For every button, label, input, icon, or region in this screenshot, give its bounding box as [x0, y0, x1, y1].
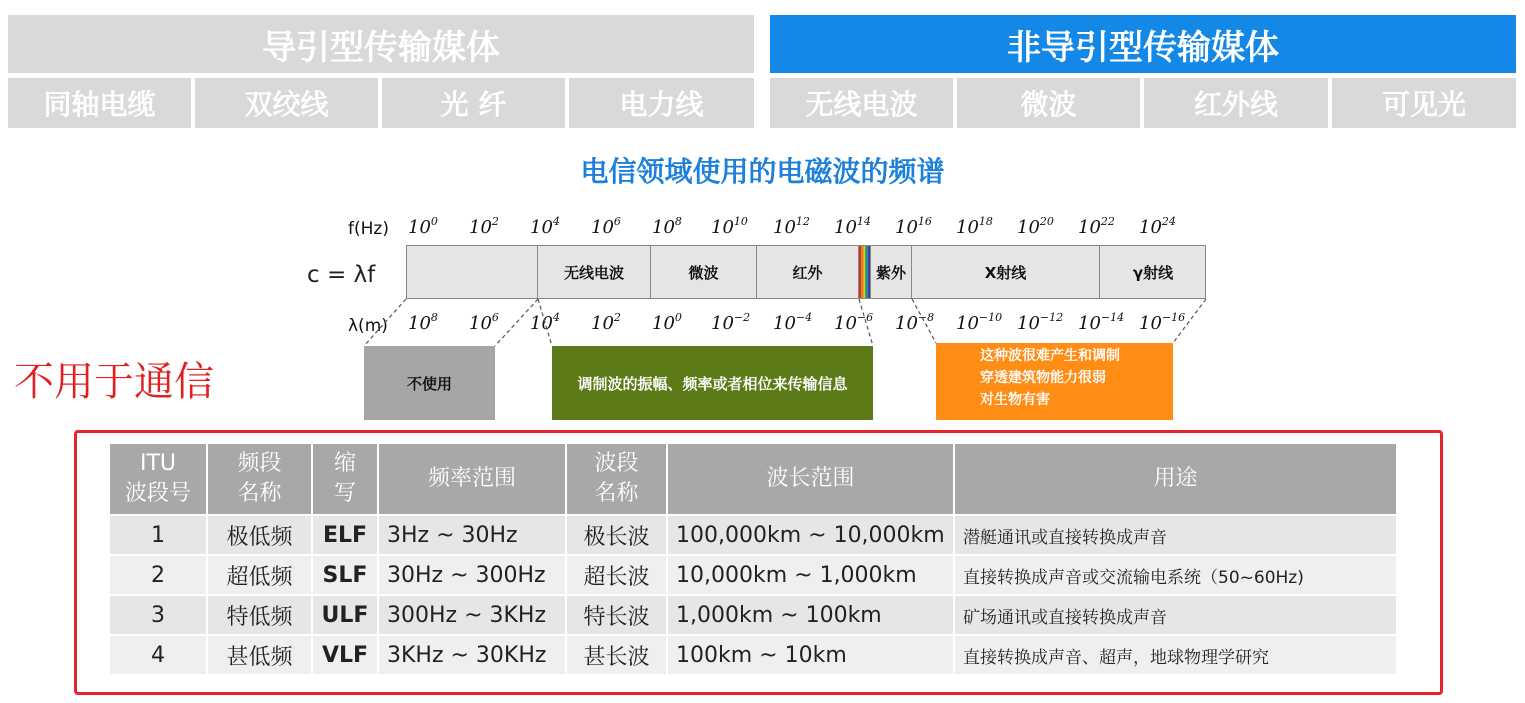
cell-wave-name: 特长波 [566, 595, 667, 635]
cell-freq-range: 3Hz ~ 30Hz [378, 515, 566, 555]
lambda-tick: $10^8$ [408, 311, 438, 334]
leader-line [364, 299, 406, 346]
cell-itu: 4 [109, 635, 207, 675]
media-visible-light: 可见光 [1332, 78, 1516, 128]
cell-wave-name: 超长波 [566, 555, 667, 595]
lambda-tick: $10^{-10}$ [956, 311, 1003, 334]
cell-itu: 1 [109, 515, 207, 555]
lambda-tick: $10^{-14}$ [1078, 311, 1125, 334]
col-header-band-name: 频段 名称 [207, 443, 312, 515]
f-tick: $10^0$ [408, 215, 438, 238]
media-radio: 无线电波 [770, 78, 953, 128]
lambda-tick: $10^{-2}$ [711, 311, 751, 334]
formula: c = λf [307, 262, 376, 288]
cell-itu: 2 [109, 555, 207, 595]
media-fiber: 光 纤 [382, 78, 565, 128]
spectrum-seg-xray: X射线 [912, 245, 1100, 299]
col-header-wavelength-range: 波长范围 [667, 443, 954, 515]
cell-freq-range: 300Hz ~ 3KHz [378, 595, 566, 635]
wavelength-axis-label: λ(m) [348, 316, 388, 336]
table-header-row [109, 443, 1397, 515]
cell-wavelength-range: 1,000km ~ 100km [667, 595, 954, 635]
cell-wavelength-range: 10,000km ~ 1,000km [667, 555, 954, 595]
not-for-communication-label: 不用于通信 [14, 359, 214, 405]
hard-band-line: 穿透建筑物能力很弱 [980, 370, 1106, 386]
lambda-tick: $10^{-12}$ [1017, 311, 1064, 334]
cell-itu: 3 [109, 595, 207, 635]
spectrum-title: 电信领域使用的电磁波的频谱 [580, 155, 945, 188]
hard-band-line: 对生物有害 [980, 392, 1050, 408]
f-tick: $10^{24}$ [1139, 215, 1176, 238]
spectrum-seg-infrared: 红外 [757, 245, 859, 299]
lambda-tick: $10^6$ [469, 311, 499, 334]
cell-band-name: 甚低频 [207, 635, 312, 675]
frequency-axis-label: f(Hz) [348, 219, 389, 239]
itu-band-table [108, 442, 1398, 676]
table-row [109, 595, 1397, 635]
leader-line [1173, 299, 1206, 343]
cell-band-name: 极低频 [207, 515, 312, 555]
cell-abbr: ELF [312, 515, 378, 555]
leader-line [538, 299, 552, 346]
col-header-itu: ITU 波段号 [109, 443, 207, 515]
f-tick: $10^{22}$ [1078, 215, 1115, 238]
media-infrared: 红外线 [1144, 78, 1328, 128]
f-tick: $10^4$ [530, 215, 560, 238]
cell-band-name: 特低频 [207, 595, 312, 635]
unguided-media-title: 非导引型传输媒体 [770, 15, 1516, 73]
spectrum-seg-ultraviolet: 紫外 [870, 245, 912, 299]
hard-band-box [936, 343, 1173, 420]
guided-media-title: 导引型传输媒体 [8, 15, 754, 73]
f-tick: $10^{14}$ [834, 215, 871, 238]
f-tick: $10^{10}$ [711, 215, 748, 238]
f-tick: $10^6$ [591, 215, 621, 238]
lambda-tick: $10^2$ [591, 311, 621, 334]
table-row [109, 635, 1397, 675]
cell-abbr: ULF [312, 595, 378, 635]
media-microwave: 微波 [957, 78, 1140, 128]
cell-wave-name: 极长波 [566, 515, 667, 555]
cell-freq-range: 30Hz ~ 300Hz [378, 555, 566, 595]
cell-usage: 直接转换成声音、超声，地球物理学研究 [954, 635, 1397, 675]
leader-line [912, 299, 936, 343]
cell-band-name: 超低频 [207, 555, 312, 595]
hard-band-line: 这种波很难产生和调制 [980, 348, 1120, 364]
f-tick: $10^{18}$ [956, 215, 993, 238]
cell-freq-range: 3KHz ~ 30KHz [378, 635, 566, 675]
spectrum-seg-radio: 无线电波 [538, 245, 651, 299]
lambda-tick: $10^{-6}$ [834, 311, 874, 334]
media-twisted-pair: 双绞线 [195, 78, 378, 128]
table-row [109, 515, 1397, 555]
f-tick: $10^8$ [652, 215, 682, 238]
spectrum-seg-gamma: γ射线 [1132, 263, 1174, 282]
media-coax: 同轴电缆 [8, 78, 191, 128]
modulated-band-box: 调制波的振幅、频率或者相位来传输信息 [552, 346, 873, 420]
unused-band-box: 不使用 [364, 346, 495, 420]
col-header-freq-range: 频率范围 [378, 443, 566, 515]
cell-wave-name: 甚长波 [566, 635, 667, 675]
leader-line [495, 299, 538, 346]
col-header-wave-name: 波段 名称 [566, 443, 667, 515]
cell-usage: 直接转换成声音或交流输电系统（50~60Hz) [954, 555, 1397, 595]
cell-usage: 潜艇通讯或直接转换成声音 [954, 515, 1397, 555]
cell-usage: 矿场通讯或直接转换成声音 [954, 595, 1397, 635]
f-tick: $10^{20}$ [1017, 215, 1054, 238]
table-row [109, 555, 1397, 595]
col-header-abbr: 缩 写 [312, 443, 378, 515]
lambda-tick: $10^{-8}$ [895, 311, 935, 334]
f-tick: $10^{16}$ [895, 215, 932, 238]
leader-line [859, 299, 873, 346]
lambda-tick: $10^0$ [652, 311, 682, 334]
f-tick: $10^{12}$ [773, 215, 810, 238]
cell-wavelength-range: 100km ~ 10km [667, 635, 954, 675]
f-tick: $10^2$ [469, 215, 499, 238]
lambda-tick: $10^{-16}$ [1139, 311, 1186, 334]
media-powerline: 电力线 [569, 78, 754, 128]
cell-abbr: VLF [312, 635, 378, 675]
cell-wavelength-range: 100,000km ~ 10,000km [667, 515, 954, 555]
lambda-tick: $10^{-4}$ [773, 311, 813, 334]
lambda-tick: $10^4$ [530, 311, 560, 334]
spectrum-seg-microwave: 微波 [651, 245, 757, 299]
cell-abbr: SLF [312, 555, 378, 595]
col-header-usage: 用途 [954, 443, 1397, 515]
